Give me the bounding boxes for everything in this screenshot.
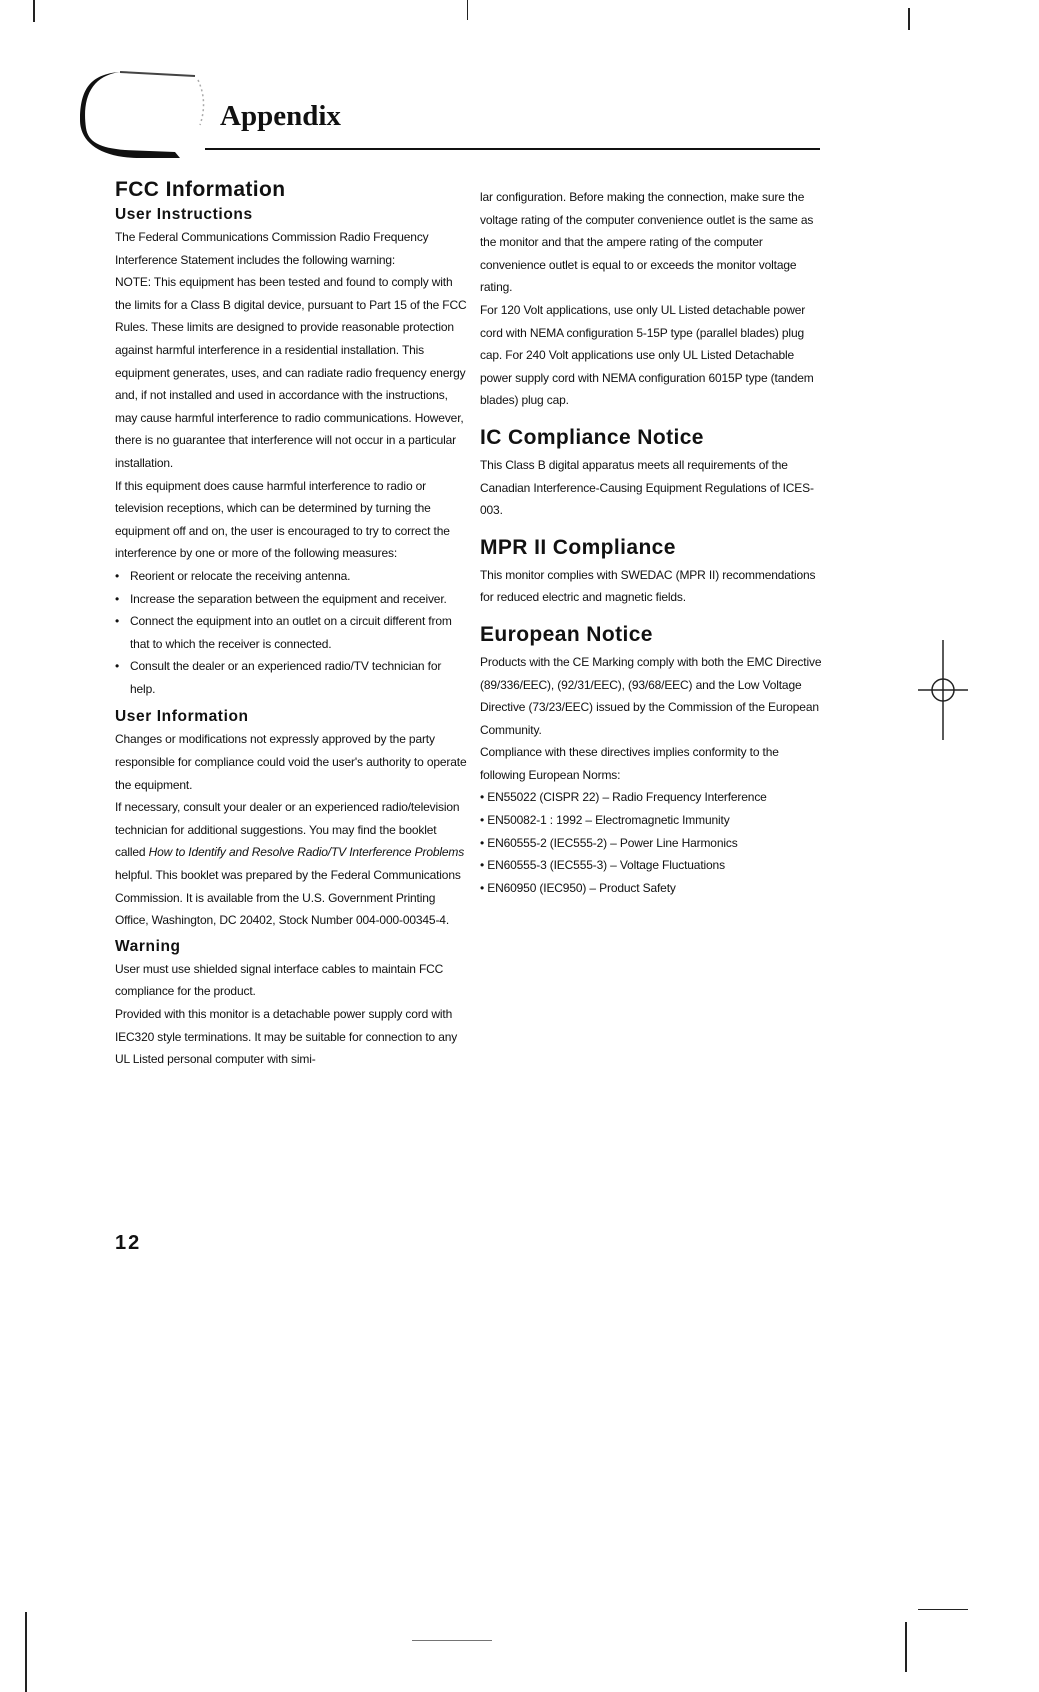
header-rule: [205, 148, 820, 150]
fcc-heading: FCC Information: [115, 178, 286, 201]
norms-intro-text: Compliance with these directives implies conformity to the following European Norms:: [480, 745, 779, 782]
booklet-title: How to Identify and Resolve Radio/TV Interference Problems: [148, 845, 465, 860]
crop-mark: [905, 1622, 907, 1672]
ic-compliance-text: This Class B digital apparatus meets all requirements of the Canadian Interference-Causing Equipment Regulations of ICES-003.: [480, 457, 814, 518]
list-item: • Connect the equipment into an outlet on a circuit different from that to which the receiver is connected.: [115, 610, 467, 655]
registration-mark-icon: [412, 1640, 492, 1680]
page-number: 12: [115, 1232, 142, 1254]
mpr-compliance-text: This monitor complies with SWEDAC (MPR II) recommendations for reduced electric and magnetic fields.: [480, 567, 816, 605]
list-item: • Reorient or relocate the receiving antenna.: [115, 565, 467, 588]
norms-list: [480, 786, 825, 899]
crop-mark: [33, 0, 35, 22]
appendix-tab-icon: [80, 70, 210, 165]
measures-list: [115, 565, 467, 701]
right-column: [480, 186, 825, 899]
fcc-intro-text: The Federal Communications Commission Radio Frequency Interference Statement includes the following warning:: [115, 230, 429, 267]
booklet-text: [115, 796, 467, 932]
user-information-heading: User Information: [115, 708, 249, 726]
european-notice-heading: European Notice: [480, 622, 653, 646]
list-item: • EN60555-2 (IEC555-2) – Power Line Harmonics: [480, 835, 738, 850]
list-item: • EN60555-3 (IEC555-3) – Voltage Fluctuations: [480, 858, 725, 873]
shielded-cables-text: User must use shielded signal interface cables to maintain FCC compliance for the product.: [115, 961, 444, 999]
warning-heading: Warning: [115, 937, 181, 955]
crop-mark: [467, 0, 468, 20]
page-title: Appendix: [220, 100, 341, 132]
list-item: • EN50082-1 : 1992 – Electromagnetic Immunity: [480, 813, 730, 828]
mpr-compliance-heading: MPR II Compliance: [480, 535, 676, 559]
modifications-text: Changes or modifications not expressly approved by the party responsible for compliance could void the user's authority to operate the equipment.: [115, 732, 467, 792]
power-cord-text: Provided with this monitor is a detachable power supply cord with IEC320 style terminations. It may be suitable for connection to any UL Listed personal computer with simi-: [115, 1007, 458, 1067]
list-item: • Increase the separation between the equipment and receiver.: [115, 588, 467, 611]
list-item: • Consult the dealer or an experienced radio/TV technician for help.: [115, 655, 467, 700]
crop-mark: [918, 1609, 968, 1610]
booklet-text-end: helpful. This booklet was prepared by the Federal Communications Commission. It is available from the U.S. Government Printing Office, Washington, DC 20402, Stock Number 004-000-00345-4.: [115, 868, 461, 928]
booklet-text-start: If necessary, consult your dealer or an experienced radio/television technician for additional suggestions. You may find the booklet called: [115, 800, 460, 860]
list-item: • EN55022 (CISPR 22) – Radio Frequency Interference: [480, 790, 767, 805]
user-instructions-heading: User Instructions: [115, 206, 253, 223]
fcc-measures-text: If this equipment does cause harmful interference to radio or television receptions, which can be determined by turning the equipment off and on, the user is encouraged to try to correct the interference by one or more of the following measures:: [115, 478, 450, 561]
configuration-text: lar configuration. Before making the connection, make sure the voltage rating of the computer convenience outlet is the same as the monitor and that the ampere rating of the computer convenience outlet is equal to or exceeds the monitor voltage rating.: [480, 190, 814, 295]
registration-mark-icon: [918, 640, 968, 740]
left-column: [115, 178, 467, 1071]
list-item: • EN60950 (IEC950) – Product Safety: [480, 880, 676, 895]
fcc-note-text: NOTE: This equipment has been tested and found to comply with the limits for a Class B digital device, pursuant to Part 15 of the FCC Rules. These limits are designed to provide reasonable protection against harmful interference in a residential installation. This equipment generates, uses, and can radiate radio frequency energy and, if not installed and used in accordance with the instructions, may cause harmful interference to radio communications. However, there is no guarantee that interference will not occur in a particular installation.: [115, 275, 467, 470]
crop-mark: [25, 1612, 27, 1692]
ce-marking-text: Products with the CE Marking comply with both the EMC Directive (89/336/EEC), (92/31/EEC), (93/68/EEC) and the Low Voltage Directive (73/23/EEC) issued by the Commission of the European Community.: [480, 654, 822, 737]
voltage-applications-text: For 120 Volt applications, use only UL Listed detachable power cord with NEMA configuration 5-15P type (parallel blades) plug cap. For 240 Volt applications use only UL Listed Detachable power supply cord with NEMA configuration 6015P type (tandem blades) plug cap.: [480, 302, 814, 408]
ic-compliance-heading: IC Compliance Notice: [480, 425, 704, 449]
crop-mark: [908, 8, 910, 30]
